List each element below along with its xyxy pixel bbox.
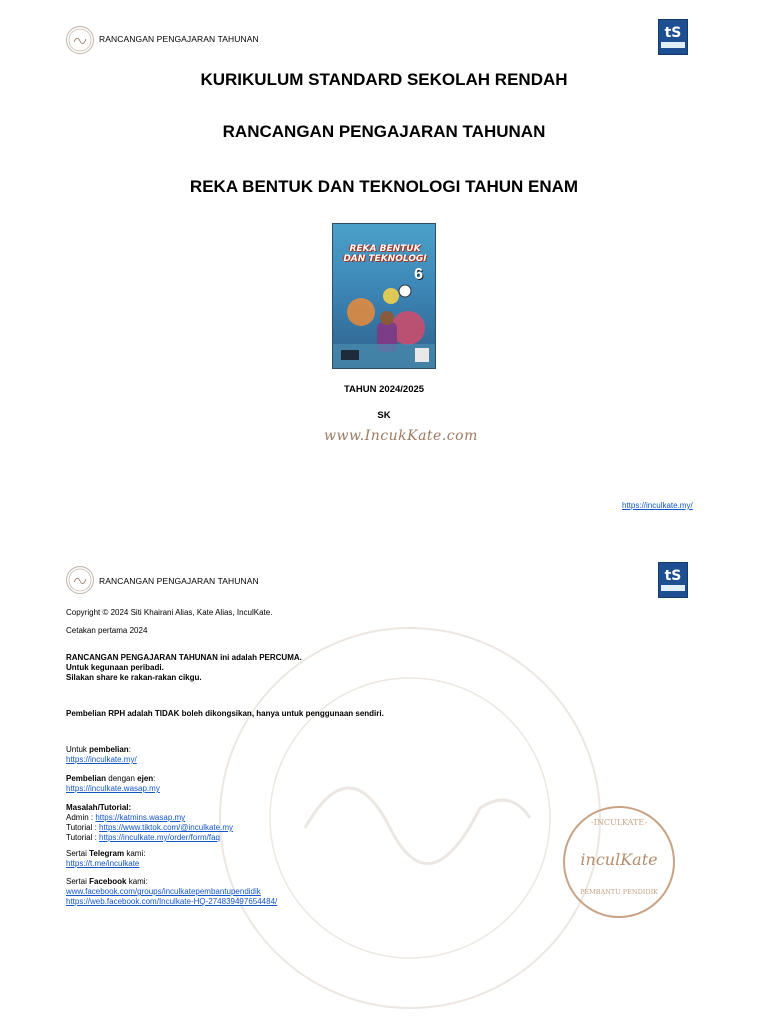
- admin-link[interactable]: https://katmins.wasap.my: [95, 813, 186, 822]
- telegram-link[interactable]: https://t.me/inculkate: [66, 859, 140, 868]
- school-badge-icon-page2: [658, 562, 688, 598]
- stamp-top-text: -INCULKATE-: [590, 818, 648, 827]
- facebook-prefix: Sertai: [66, 877, 90, 886]
- agent-bold-2: ejen: [137, 774, 154, 783]
- badge-text: tS: [664, 568, 682, 584]
- facebook-page-link[interactable]: https://web.facebook.com/Inculkate-HQ-274839497654484/: [66, 897, 278, 906]
- purchase-suffix: :: [128, 745, 131, 754]
- inculkate-logo-page2: [66, 566, 94, 594]
- copyright-text: Copyright © 2024 Siti Khairani Alias, Kate Alias, InculKate.: [66, 608, 273, 617]
- agent-section: [66, 774, 160, 794]
- page2-header-label: RANCANGAN PENGAJARAN TAHUNAN: [99, 576, 259, 586]
- purchase-section: [66, 745, 137, 765]
- inculkate-logo: [66, 26, 94, 54]
- facebook-suffix: kami:: [126, 877, 148, 886]
- support-section: [66, 803, 233, 843]
- purchase-bold: pembelian: [89, 745, 129, 754]
- free-notice: [66, 653, 302, 683]
- agent-bold-1: Pembelian: [66, 774, 107, 783]
- agent-link[interactable]: https://inculkate.wasap.my: [66, 784, 160, 793]
- cover-illustration: [333, 224, 436, 369]
- telegram-bold: Telegram: [89, 849, 125, 858]
- purchase-link[interactable]: https://inculkate.my/: [66, 755, 137, 764]
- stamp-center-text: inculKate: [580, 850, 658, 869]
- logo-seal-icon: [67, 567, 93, 593]
- title-rpt: RANCANGAN PENGAJARAN TAHUNAN: [222, 122, 546, 141]
- telegram-suffix: kami:: [124, 849, 146, 858]
- rph-notice: Pembelian RPH adalah TIDAK boleh dikongsikan, hanya untuk penggunaan sendiri.: [66, 709, 384, 718]
- purchase-prefix: Untuk: [66, 745, 90, 754]
- telegram-prefix: Sertai: [66, 849, 90, 858]
- logo-seal-icon: [67, 27, 93, 53]
- inculkate-stamp: [563, 806, 675, 918]
- facebook-section: [66, 877, 277, 907]
- tutorial1-prefix: Tutorial :: [66, 823, 100, 832]
- badge-text: tS: [664, 25, 682, 41]
- signature-watermark: www.IncukKate.com: [324, 428, 478, 444]
- stamp-bottom-text: PEMBANTU PENDIDIK: [579, 888, 659, 896]
- textbook-cover-image: [332, 223, 436, 369]
- free-notice-line-1: RANCANGAN PENGAJARAN TAHUNAN ini adalah PERCUMA.: [66, 653, 302, 662]
- academic-year: TAHUN 2024/2025: [343, 384, 425, 395]
- title-kssr: KURIKULUM STANDARD SEKOLAH RENDAH: [200, 70, 568, 89]
- school-badge-icon: [658, 19, 688, 55]
- page1-header-label: RANCANGAN PENGAJARAN TAHUNAN: [99, 34, 259, 44]
- facebook-group-link[interactable]: www.facebook.com/groups/inculkatepembantupendidik: [66, 887, 261, 896]
- cover-number: 6: [414, 266, 423, 283]
- agent-suffix: :: [153, 774, 156, 783]
- tutorial2-prefix: Tutorial :: [66, 833, 100, 842]
- title-subject: REKA BENTUK DAN TEKNOLOGI TAHUN ENAM: [189, 177, 579, 196]
- free-notice-line-2: Untuk kegunaan peribadi.: [66, 663, 164, 672]
- cover-title: REKA BENTUK DAN TEKNOLOGI: [343, 244, 427, 264]
- agent-mid: dengan: [106, 774, 138, 783]
- first-printing-text: Cetakan pertama 2024: [66, 626, 148, 635]
- free-notice-line-3: Silakan share ke rakan-rakan cikgu.: [66, 673, 202, 682]
- facebook-bold: Facebook: [89, 877, 127, 886]
- support-title: Masalah/Tutorial:: [66, 803, 132, 812]
- telegram-section: [66, 849, 145, 869]
- admin-prefix: Admin :: [66, 813, 96, 822]
- inculkate-site-link[interactable]: https://inculkate.my/: [622, 501, 693, 510]
- school-type: SK: [377, 410, 391, 421]
- faq-link[interactable]: https://inculkate.my/order/form/faq: [99, 833, 220, 842]
- tiktok-link[interactable]: https://www.tiktok.com/@inculkate.my: [99, 823, 233, 832]
